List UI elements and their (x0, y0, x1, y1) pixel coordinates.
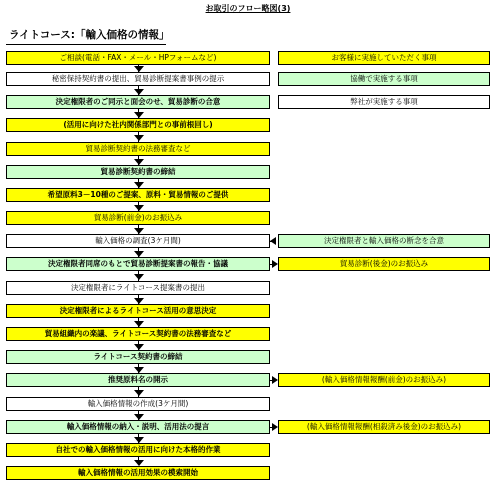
side-abandon-agreement: 決定権限者と輸入価格の断念を合意 (278, 234, 490, 248)
step-price-research: 輸入価格の調査(3ケ月間) (6, 234, 270, 248)
step-lite-contract: ライトコース契約書の締結 (6, 350, 270, 364)
arrow-down (134, 390, 144, 396)
step-decision-maker-meeting: 決定権限者のご同示と面会のせ、貿易診断の合意 (6, 95, 270, 109)
step-inhouse-work: 自社での輸入価格情報の活用に向けた本格的作業 (6, 443, 270, 457)
step-prepayment: 貿易診断(前金)のお振込み (6, 211, 270, 225)
side-postpayment: 貿易診断(後金)のお振込み (278, 257, 490, 271)
step-legal-review: 貿易診断契約書の法務審査など (6, 142, 270, 156)
legend-company: 弊社が実施する事項 (278, 95, 490, 109)
step-consultation: ご相談(電話・FAX・メール・HPフォームなど) (6, 51, 270, 65)
step-diagnosis-contract: 貿易診断契約書の締結 (6, 165, 270, 179)
legend-joint: 協働で実施する事項 (278, 72, 490, 86)
legend-customer: お客様に実施していただく事項 (278, 51, 490, 65)
step-lite-proposal: 決定権限者にライトコース提案書の提出 (6, 281, 270, 295)
page-title: お取引のフロー略図(3) (205, 4, 291, 13)
step-internal-nemawashi: (活用に向けた社内関係部門との事前根回し) (6, 118, 270, 132)
step-disclose-materials: 推奨原料名の開示 (6, 373, 270, 387)
step-lite-decision: 決定権限者によるライトコース活用の意思決定 (6, 304, 270, 318)
side-info-fee-prepay: (輸入価格情報報酬(前金)のお振込み) (278, 373, 490, 387)
subtitle-underline (6, 44, 166, 45)
arrow-down (134, 135, 144, 141)
step-nda: 秘密保持契約書の提出、貿易診断提案書事例の提示 (6, 72, 270, 86)
step-material-proposal: 希望原料3－10種のご提案、原料・貿易情報のご提供 (6, 188, 270, 202)
step-delivery-explanation: 輸入価格情報の納入・説明、活用法の提言 (6, 420, 270, 434)
arrow-left (270, 237, 276, 245)
step-price-info-creation: 輸入価格情報の作成(3ケ月間) (6, 397, 270, 411)
course-subtitle: ライトコース:「輸入価格の情報」 (9, 29, 170, 41)
side-info-fee-balance: (輸入価格情報報酬(相殺済み後金)のお振込み) (278, 420, 490, 434)
step-effect-search: 輸入価格情報の活用効果の模索開始 (6, 466, 270, 480)
arrow-down (134, 274, 144, 280)
step-lite-legal-review: 貿易組織内の楽議、ライトコース契約書の法務審査など (6, 327, 270, 341)
step-report-meeting: 決定権限者同席のもとで貿易診断提案書の報告・協議 (6, 257, 270, 271)
